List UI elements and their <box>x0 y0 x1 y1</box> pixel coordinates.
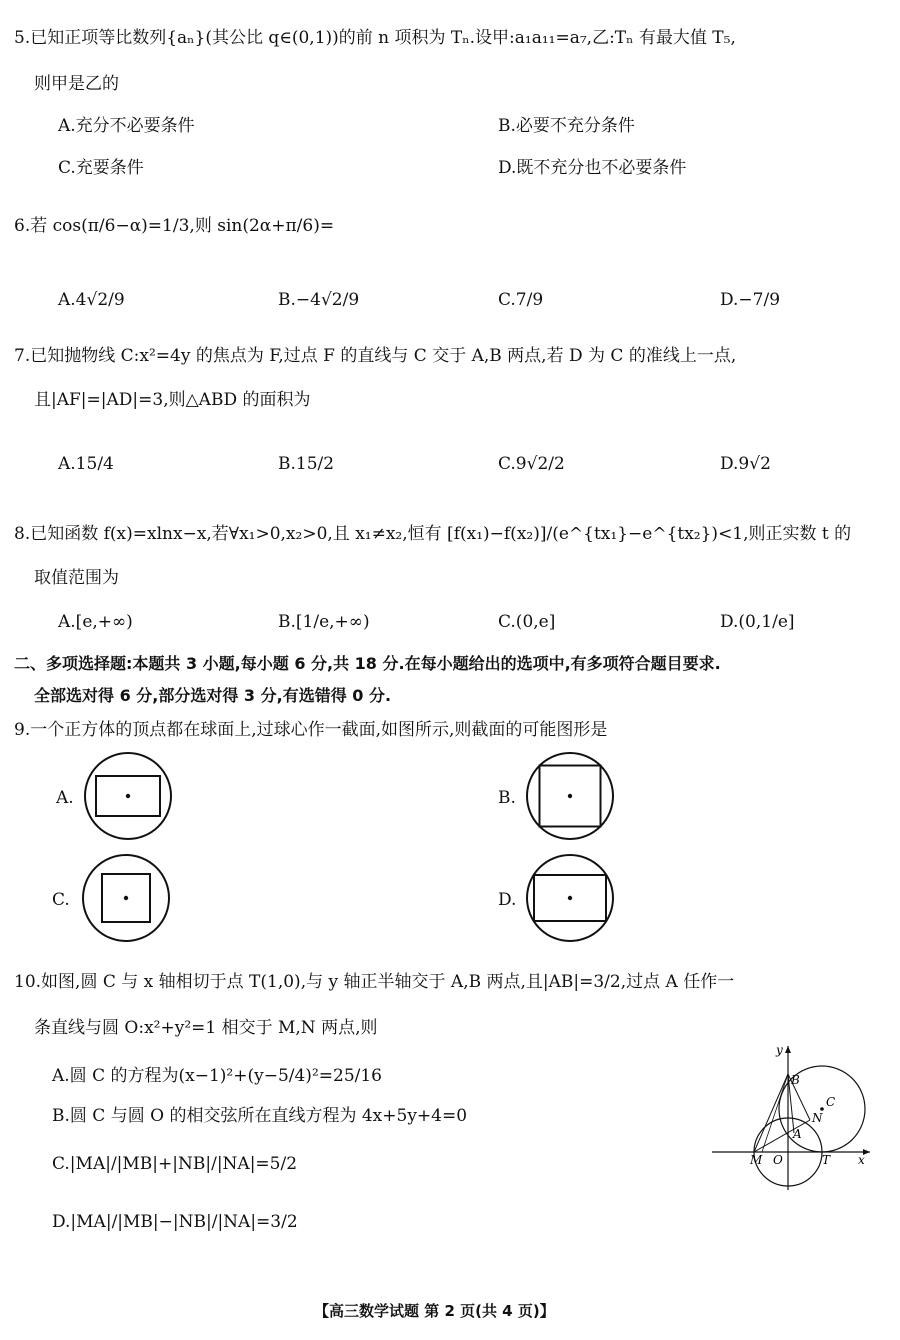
label-n: N <box>812 1111 823 1125</box>
label-a: A <box>793 1127 802 1141</box>
q6-option-b: B.−4√2/9 <box>278 290 360 310</box>
q7-option-c: C.9√2/2 <box>498 454 565 474</box>
q7-option-d: D.9√2 <box>720 454 771 474</box>
q5-option-a: A.充分不必要条件 <box>58 116 195 136</box>
center-dot <box>124 896 128 900</box>
q5-stem-line2: 则甲是乙的 <box>34 74 119 94</box>
q8-option-b: B.[1/e,+∞) <box>278 612 370 632</box>
q7-stem-line1: 7.已知抛物线 C:x²=4y 的焦点为 F,过点 F 的直线与 C 交于 A,B 两点,若 D 为 C 的准线上一点, <box>14 346 737 366</box>
q9-label-d: D. <box>498 890 517 910</box>
q10-figure <box>700 1040 890 1200</box>
q9-label-a: A. <box>56 788 74 808</box>
q8-option-a: A.[e,+∞) <box>58 612 133 632</box>
q5-option-b: B.必要不充分条件 <box>498 116 635 136</box>
center-dot <box>126 794 130 798</box>
label-m: M <box>750 1153 763 1167</box>
center-dot <box>568 794 572 798</box>
label-x: x <box>858 1153 865 1167</box>
q9-label-b: B. <box>498 788 516 808</box>
q9-figure-b <box>522 750 622 850</box>
q6-option-a: A.4√2/9 <box>58 290 125 310</box>
q8-option-d: D.(0,1/e] <box>720 612 795 632</box>
q5-option-c: C.充要条件 <box>58 158 144 178</box>
page-footer: 【高三数学试题 第 2 页(共 4 页)】 <box>314 1302 555 1320</box>
q6-option-c: C.7/9 <box>498 290 544 310</box>
q9-label-c: C. <box>52 890 70 910</box>
q10-option-a: A.圆 C 的方程为(x−1)²+(y−5/4)²=25/16 <box>52 1066 382 1086</box>
q5-option-d: D.既不充分也不必要条件 <box>498 158 687 178</box>
q6-stem: 6.若 cos(π/6−α)=1/3,则 sin(2α+π/6)= <box>14 216 335 236</box>
q7-option-a: A.15/4 <box>58 454 114 474</box>
q9-figure-d <box>522 852 622 952</box>
q8-stem-line2: 取值范围为 <box>34 568 119 588</box>
q7-option-b: B.15/2 <box>278 454 335 474</box>
q9-figure-a <box>82 750 182 850</box>
label-c: C <box>826 1095 836 1109</box>
label-y: y <box>776 1043 783 1057</box>
q10-stem-line1: 10.如图,圆 C 与 x 轴相切于点 T(1,0),与 y 轴正半轴交于 A,B 两点,且|AB|=3/2,过点 A 任作一 <box>14 972 735 992</box>
section2-header-line2: 全部选对得 6 分,部分选对得 3 分,有选错得 0 分. <box>34 686 392 705</box>
center-dot <box>568 896 572 900</box>
q6-option-d: D.−7/9 <box>720 290 781 310</box>
q5-stem-line1: 5.已知正项等比数列{aₙ}(其公比 q∈(0,1))的前 n 项积为 Tₙ.设甲:a₁a₁₁=a₇,乙:Tₙ 有最大值 T₅, <box>14 28 736 48</box>
q9-stem: 9.一个正方体的顶点都在球面上,过球心作一截面,如图所示,则截面的可能图形是 <box>14 720 608 740</box>
q10-option-c: C.|MA|/|MB|+|NB|/|NA|=5/2 <box>52 1154 298 1174</box>
q10-option-b: B.圆 C 与圆 O 的相交弦所在直线方程为 4x+5y+4=0 <box>52 1106 468 1126</box>
label-b: B <box>791 1073 800 1087</box>
q10-option-d: D.|MA|/|MB|−|NB|/|NA|=3/2 <box>52 1212 298 1232</box>
y-axis-arrow <box>785 1046 791 1053</box>
section2-header-line1: 二、多项选择题:本题共 3 小题,每小题 6 分,共 18 分.在每小题给出的选项中,有多项符合题目要求. <box>14 654 721 673</box>
q7-stem-line2: 且|AF|=|AD|=3,则△ABD 的面积为 <box>34 390 311 410</box>
line-mb <box>754 1074 788 1152</box>
label-o: O <box>773 1153 783 1167</box>
label-t: T <box>822 1153 831 1167</box>
q9-figure-c <box>80 852 180 952</box>
q8-option-c: C.(0,e] <box>498 612 556 632</box>
q8-stem-line1: 8.已知函数 f(x)=xlnx−x,若∀x₁>0,x₂>0,且 x₁≠x₂,恒有 [f(x₁)−f(x₂)]/(e^{tx₁}−e^{tx₂})<1,则正实数 t 的 <box>14 524 852 544</box>
q10-stem-line2: 条直线与圆 O:x²+y²=1 相交于 M,N 两点,则 <box>34 1018 378 1038</box>
